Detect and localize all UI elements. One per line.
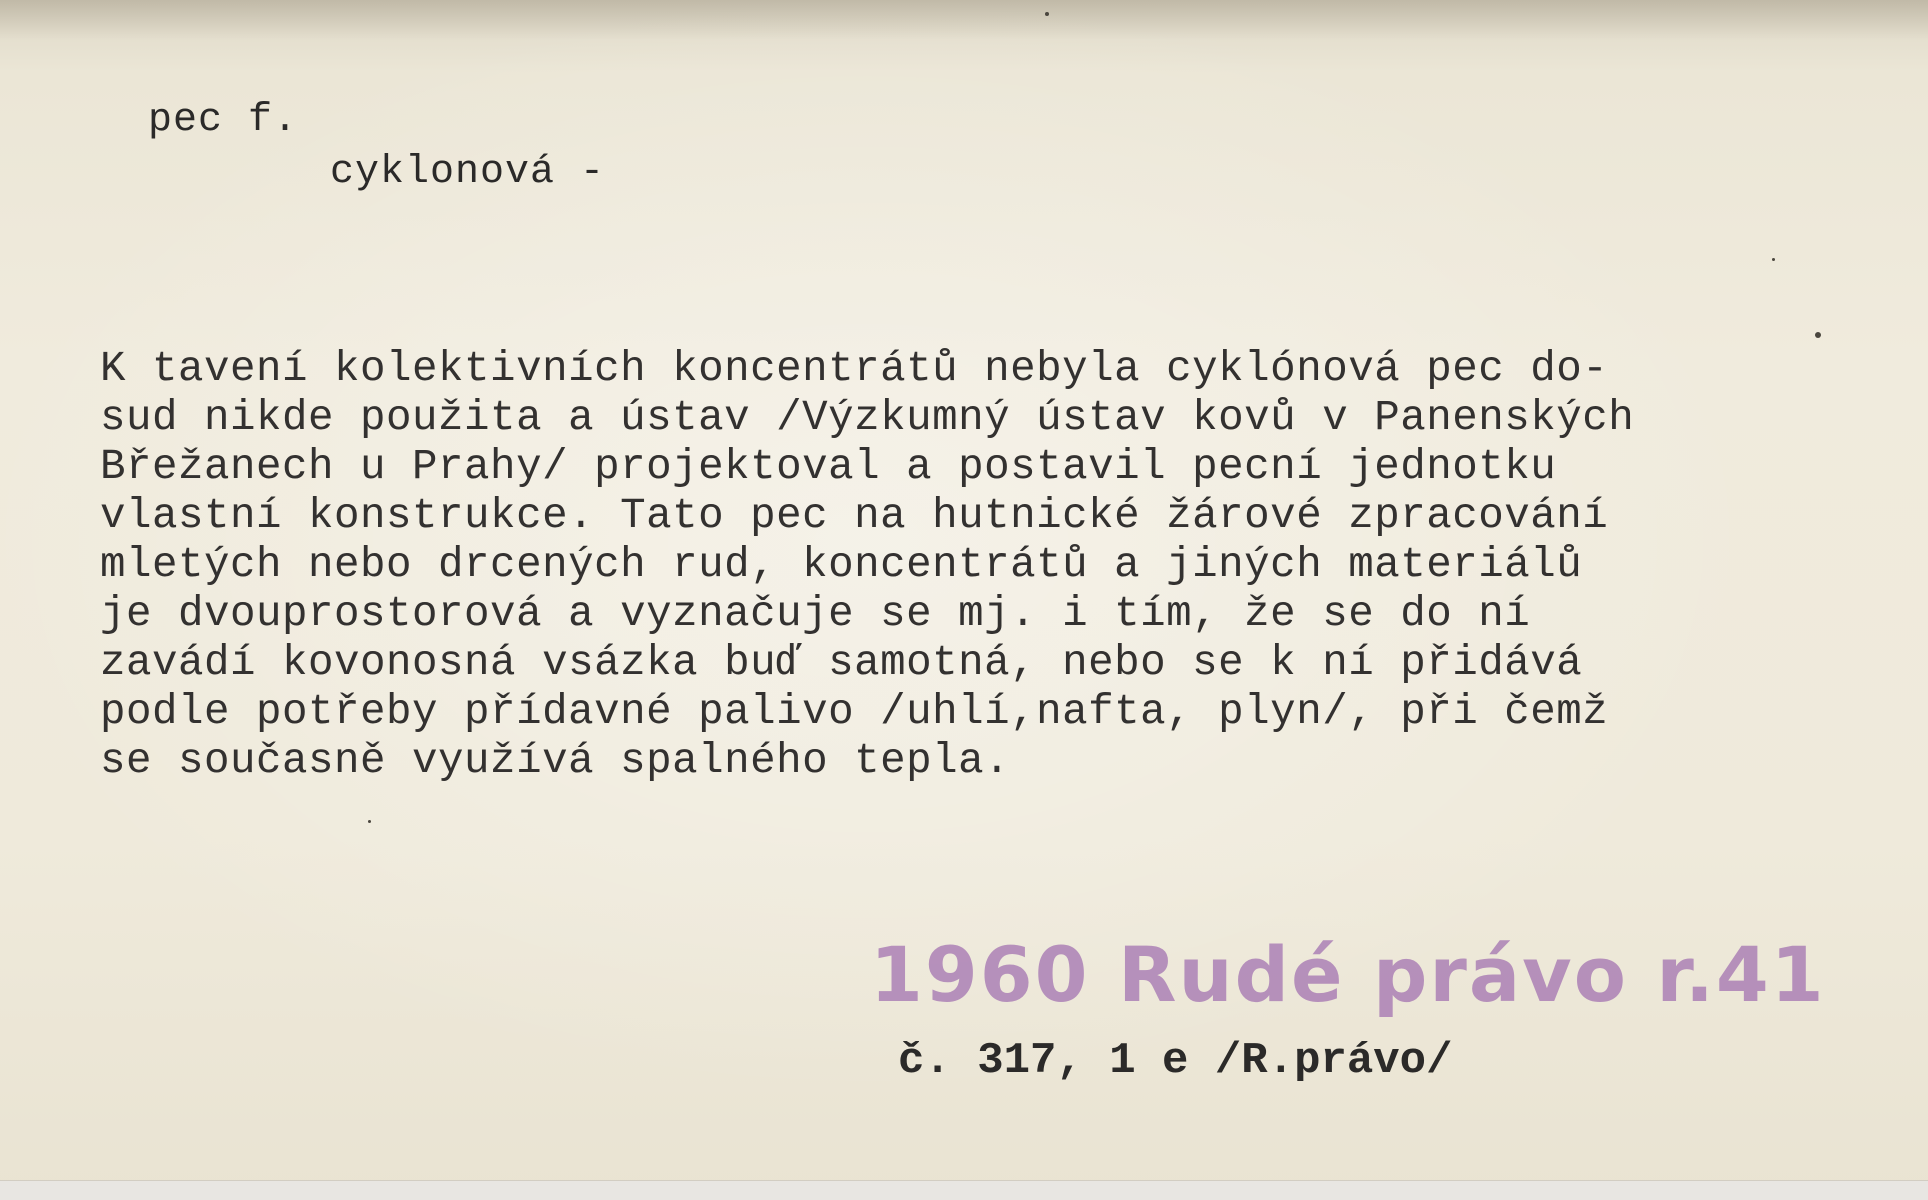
body-line: mletých nebo drcených rud, koncentrátů a jiných materiálů [100,541,1583,589]
paper-speck [1045,12,1049,16]
body-line: sud nikde použita a ústav /Výzkumný ústav kovů v Panenských [100,394,1635,442]
paper-speck [1772,258,1775,261]
body-line: podle potřeby přídavné palivo /uhlí,nafta, plyn/, při čemž [100,688,1609,736]
body-line: je dvouprostorová a vyznačuje se mj. i tím, že se do ní [100,590,1531,638]
paper-speck [1815,332,1821,338]
body-line: Břežanech u Prahy/ projektoval a postavil pecní jednotku [100,443,1557,491]
body-line: K tavení kolektivních koncentrátů nebyla cyklónová pec do- [100,345,1609,393]
body-line: vlastní konstrukce. Tato pec na hutnické žárové zpracování [100,492,1609,540]
heading-term: pec f. [148,98,299,143]
source-stamp: 1960 Rudé právo r.41 [870,930,1826,1019]
typed-body-text [100,345,1890,786]
body-line: zavádí kovonosná vsázka buď samotná, nebo se k ní přidává [100,639,1583,687]
source-citation: č. 317, 1 e /R.právo/ [898,1036,1453,1086]
card-bottom-edge [0,1180,1928,1200]
body-line: se současně využívá spalného tepla. [100,737,1011,785]
paper-speck [368,820,371,823]
card-top-shadow [0,0,1928,40]
heading-subterm: cyklonová - [330,150,606,195]
